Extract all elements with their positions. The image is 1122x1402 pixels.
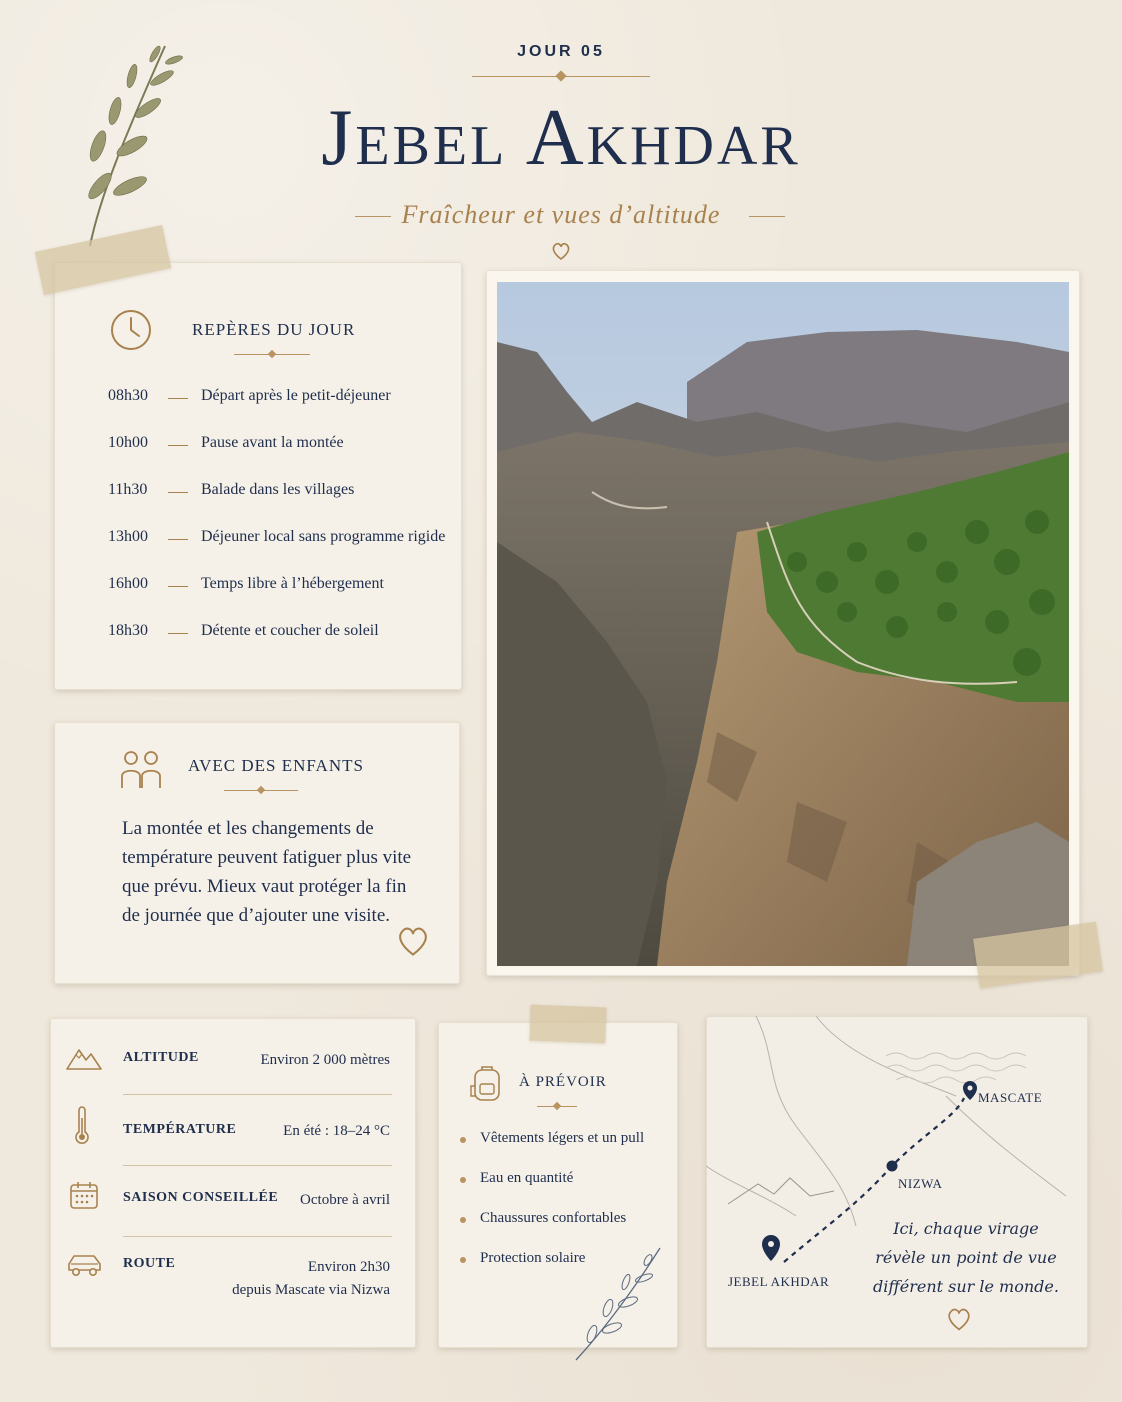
map-pin-icon: [762, 1235, 780, 1261]
fact-label: SAISON CONSEILLÉE: [123, 1190, 279, 1205]
bullet: [460, 1177, 466, 1183]
quote-line: révèle un point de vue: [875, 1248, 1057, 1267]
bullet: [460, 1217, 466, 1223]
fact-value: [232, 1256, 390, 1302]
family-icon: [120, 750, 162, 790]
mountain-landscape-photo: [497, 282, 1069, 966]
divider: [123, 1165, 392, 1166]
divider-diamond: [257, 786, 265, 794]
bullet: [460, 1137, 466, 1143]
mountain-icon: [66, 1044, 102, 1070]
car-icon: [66, 1252, 104, 1278]
schedule-label: Détente et coucher de soleil: [201, 622, 379, 639]
schedule-label: Déjeuner local sans programme rigide: [201, 528, 446, 545]
thermometer-icon: [72, 1106, 92, 1146]
day-label: JOUR 05: [517, 43, 605, 60]
schedule-label: Départ après le petit-déjeuner: [201, 387, 391, 404]
schedule-time: 08h30: [108, 387, 148, 404]
map-label-nizwa: NIZWA: [898, 1176, 943, 1191]
kids-card: [54, 722, 460, 984]
fact-value-line: depuis Mascate via Nizwa: [232, 1282, 390, 1298]
photo-frame: [486, 270, 1080, 976]
schedule-card: [54, 262, 462, 690]
page-subtitle: Fraîcheur et vues d’altitude: [401, 200, 721, 229]
page-title: Jebel Akhdar: [321, 94, 801, 182]
schedule-label: Temps libre à l’hébergement: [201, 575, 384, 592]
map-label-jebel-akhdar: JEBEL AKHDAR: [728, 1274, 830, 1289]
schedule-time: 10h00: [108, 434, 148, 451]
fact-label: ALTITUDE: [123, 1050, 199, 1065]
kids-text: La montée et les changements de température peuvent fatiguer plus vite que prévu. Mieux vaut protéger la fin de journée que d’ajouter une visite.: [122, 818, 412, 926]
kids-title: AVEC DES ENFANTS: [188, 756, 364, 775]
fact-value: Octobre à avril: [300, 1192, 390, 1208]
divider-diamond: [268, 350, 276, 358]
schedule-title: REPÈRES DU JOUR: [192, 320, 356, 339]
heart-icon: [551, 241, 571, 261]
schedule-time: 18h30: [108, 622, 148, 639]
fact-value: En été : 18–24 °C: [283, 1123, 390, 1139]
quote-line: différent sur le monde.: [873, 1277, 1059, 1296]
map-card: [706, 1016, 1088, 1348]
map-quote: [856, 1214, 1076, 1301]
heart-icon: [396, 924, 430, 958]
map-pin-icon: [963, 1081, 977, 1100]
fact-value: Environ 2 000 mètres: [260, 1052, 390, 1068]
divider: [123, 1094, 392, 1095]
schedule-time: 13h00: [108, 528, 148, 545]
packing-title: À PRÉVOIR: [519, 1074, 607, 1090]
schedule-label: Balade dans les villages: [201, 481, 355, 498]
packing-item: Protection solaire: [480, 1250, 586, 1266]
map-label-mascate: MASCATE: [978, 1090, 1043, 1105]
heart-icon: [946, 1306, 972, 1332]
packing-item: Chaussures confortables: [480, 1210, 627, 1226]
bullet: [460, 1257, 466, 1263]
leaf-branch-illustration: [572, 1242, 668, 1362]
packing-card: [438, 1022, 678, 1348]
divider: [123, 1236, 392, 1237]
quote-line: Ici, chaque virage: [893, 1219, 1039, 1238]
schedule-time: 16h00: [108, 575, 148, 592]
backpack-icon: [470, 1064, 504, 1102]
facts-card: [50, 1018, 416, 1348]
calendar-icon: [69, 1180, 99, 1210]
fact-value-line: Environ 2h30: [307, 1259, 390, 1275]
schedule-time: 11h30: [108, 481, 148, 498]
packing-item: Eau en quantité: [480, 1170, 574, 1186]
schedule-label: Pause avant la montée: [201, 434, 344, 451]
packing-item: Vêtements légers et un pull: [480, 1130, 645, 1146]
divider-diamond: [553, 1102, 561, 1110]
fact-label: TEMPÉRATURE: [123, 1122, 237, 1137]
fact-label: ROUTE: [123, 1256, 176, 1271]
clock-icon: [110, 309, 152, 351]
tape-strip: [529, 1005, 606, 1044]
